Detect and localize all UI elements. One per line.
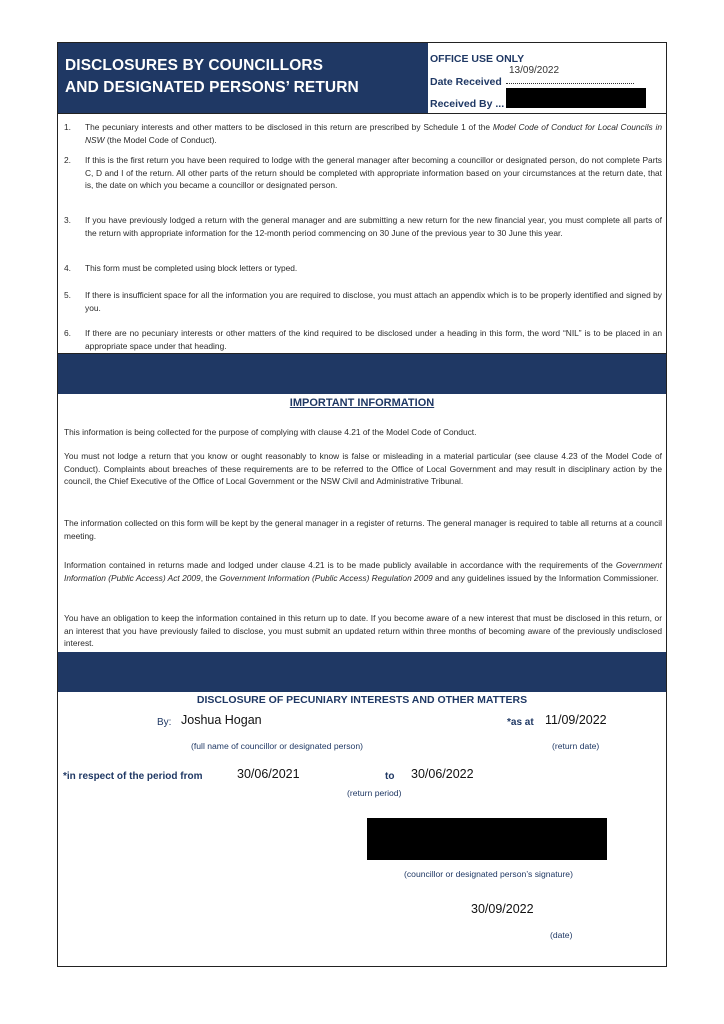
received-by-redaction — [506, 88, 646, 108]
signature-date-value: 30/09/2022 — [471, 902, 534, 916]
disclosure-title: DISCLOSURE OF PECUNIARY INTERESTS AND OTHER MATTERS — [196, 694, 528, 706]
signature-redaction — [367, 818, 607, 860]
period-label: *in respect of the period from — [63, 771, 203, 782]
received-by-label: Received By ... — [430, 98, 505, 110]
instruction-text: If there are no pecuniary interests or other matters of the kind required to be disclosed under a heading in this form, the word “NIL” is to be placed in an appropriate space under that heading. — [85, 328, 662, 351]
instruction-item — [64, 154, 662, 192]
important-information-section — [58, 394, 666, 652]
instruction-item — [64, 214, 662, 239]
instruction-item — [64, 289, 662, 314]
instruction-item — [64, 327, 662, 352]
form-title-line1: DISCLOSURES BY COUNCILLORS — [65, 57, 324, 74]
signature-date-caption: (date) — [550, 930, 573, 940]
office-use-box — [428, 43, 666, 113]
as-at-label: *as at — [507, 717, 534, 728]
instruction-number: 1. — [64, 122, 71, 132]
section-divider-band — [58, 354, 666, 394]
instruction-text: The pecuniary interests and other matters to be disclosed in this return are prescribed by Schedule 1 of the Model Code of Conduct for Local Councils in NSW (the Model Code of Conduct). — [85, 122, 662, 145]
important-paragraph: This information is being collected for the purpose of complying with clause 4.21 of the Model Code of Conduct. — [64, 427, 477, 437]
form-header — [58, 43, 428, 113]
signature-caption: (councillor or designated person’s signature) — [404, 869, 573, 879]
instruction-text: If this is the first return you have been required to lodge with the general manager after becoming a councillor or designated person, do not complete Parts C, D and I of the return. All other parts of the return should be completed with appropriate information based on your circumstances at the return date, that is, the date on which you became a councillor or designated person. — [85, 155, 662, 191]
date-received-label: Date Received — [430, 76, 502, 88]
instruction-number: 5. — [64, 290, 71, 300]
important-paragraph: Information contained in returns made and lodged under clause 4.21 is to be made publicly available in accordance with the requirements of the Government Information (Public Access) Act 2009, the Government Information (Public Access) Regulation 2009 and any guidelines issued by the Information Commissioner. — [64, 560, 662, 583]
important-paragraph: The information collected on this form will be kept by the general manager in a register of returns. The general manager is required to table all returns at a council meeting. — [64, 518, 662, 541]
important-paragraph: You have an obligation to keep the information contained in this return up to date. If you become aware of a new interest that must be disclosed in this return, or an interest that you have previously failed to disclose, you must submit an updated return within three months of becoming aware of the previously undisclosed interest. — [64, 613, 662, 649]
office-use-label: OFFICE USE ONLY — [430, 53, 525, 65]
instruction-number: 4. — [64, 263, 71, 273]
name-value: Joshua Hogan — [181, 713, 262, 727]
section-divider-band — [58, 652, 666, 692]
period-to-value: 30/06/2022 — [411, 767, 474, 781]
instruction-text: If there is insufficient space for all the information you are required to disclose, you must attach an appendix which is to be properly identified and signed by you. — [85, 290, 662, 313]
return-date-value: 11/09/2022 — [545, 713, 607, 727]
date-received-line — [506, 83, 634, 84]
instruction-item — [64, 121, 662, 146]
instruction-number: 6. — [64, 328, 71, 338]
by-label: By: — [157, 717, 172, 728]
period-from-value: 30/06/2021 — [237, 767, 300, 781]
disclosure-section — [58, 691, 666, 967]
instruction-text: This form must be completed using block letters or typed. — [85, 263, 298, 273]
name-caption: (full name of councillor or designated person) — [191, 741, 363, 751]
instruction-item — [64, 262, 662, 275]
return-date-caption: (return date) — [552, 741, 600, 751]
date-received-value: 13/09/2022 — [509, 65, 560, 76]
important-paragraph: You must not lodge a return that you know or ought reasonably to know is false or misleading in a material particular (see clause 4.23 of the Model Code of Conduct). Complaints about breaches of these requirements are to be referred to the Office of Local Government and may result in disciplinary action by the council, the Chief Executive of the Office of Local Government or the NSW Civil and Administrative Tribunal. — [64, 451, 662, 487]
instructions-list — [58, 113, 666, 354]
form-title-line2: AND DESIGNATED PERSONS’ RETURN — [65, 79, 359, 96]
important-information-title: IMPORTANT INFORMATION — [289, 397, 435, 409]
instruction-number: 3. — [64, 215, 71, 225]
to-label: to — [385, 771, 395, 782]
form-page — [57, 42, 667, 967]
instruction-number: 2. — [64, 155, 71, 165]
period-caption: (return period) — [347, 788, 402, 798]
instruction-text: If you have previously lodged a return with the general manager and are submitting a new return for the new financial year, you must complete all parts of the return with appropriate information for the 12-month period commencing on 30 June of the previous year to 30 June this year. — [85, 215, 662, 238]
